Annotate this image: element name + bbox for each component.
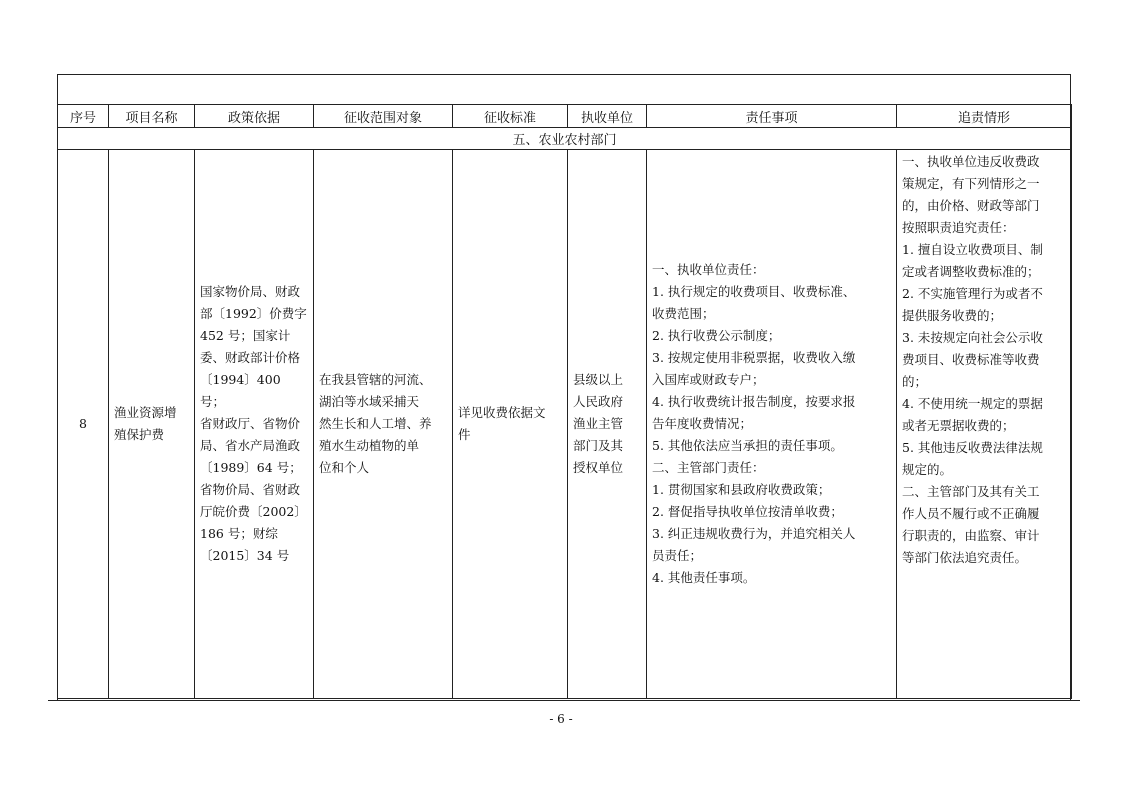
bottom-rule [48, 700, 1080, 701]
policy-basis-line: 厅皖价费〔2002〕 [200, 504, 307, 519]
collecting-unit-line: 部门及其 [573, 438, 624, 453]
accountability-line: 作人员不履行或不正确履 [902, 506, 1040, 521]
collecting-unit-line: 县级以上 [573, 372, 624, 387]
fee-list-table [57, 104, 1072, 699]
header-accountability: 追责情形 [897, 105, 1072, 128]
standard-line: 详见收费依据文 [458, 405, 546, 420]
accountability-line: 的，由价格、财政等部门 [902, 198, 1040, 213]
responsibility-line: 员责任； [652, 548, 703, 563]
accountability-line: 按照职责追究责任： [902, 220, 1015, 235]
accountability-line: 5. 其他违反收费法律法规 [902, 440, 1043, 455]
responsibility-line: 二、主管部门责任： [652, 460, 765, 475]
responsibility-line: 3. 纠正违规收费行为，并追究相关人 [652, 526, 856, 541]
row-index: 8 [58, 150, 109, 699]
accountability-line: 费项目、收费标准等收费 [902, 352, 1040, 367]
accountability-line: 规定的。 [902, 462, 953, 477]
standard-line: 件 [458, 427, 471, 442]
policy-basis-line: 省物价局、省财政 [200, 482, 301, 497]
policy-basis-line: 〔2015〕34 号 [200, 548, 290, 563]
scope-cell [314, 150, 453, 699]
policy-basis-line: 国家物价局、财政 [200, 284, 301, 299]
scope-line: 殖水生动植物的单 [319, 438, 420, 453]
header-policy-basis: 政策依据 [195, 105, 314, 128]
project-name-line: 殖保护费 [114, 427, 165, 442]
responsibility-line: 告年度收费情况； [652, 416, 753, 431]
accountability-line: 或者无票据收费的； [902, 418, 1015, 433]
responsibility-line: 2. 执行收费公示制度； [652, 328, 781, 343]
project-name-line: 渔业资源增 [114, 405, 177, 420]
scope-line: 在我县管辖的河流、 [319, 372, 432, 387]
collecting-unit-cell [568, 150, 647, 699]
project-name-cell [109, 150, 195, 699]
accountability-line: 3. 未按规定向社会公示收 [902, 330, 1043, 345]
accountability-line: 2. 不实施管理行为或者不 [902, 286, 1043, 301]
scope-line: 然生长和人工增、养 [319, 416, 432, 431]
header-index: 序号 [58, 105, 109, 128]
policy-basis-line: 省财政厅、省物价 [200, 416, 301, 431]
responsibility-line: 4. 其他责任事项。 [652, 570, 756, 585]
section-title: 五、农业农村部门 [58, 128, 1072, 150]
accountability-line: 策规定，有下列情形之一 [902, 176, 1040, 191]
standard-cell [453, 150, 568, 699]
responsibility-line: 3. 按规定使用非税票据，收费收入缴 [652, 350, 856, 365]
header-responsibilities: 责任事项 [647, 105, 897, 128]
responsibility-line: 1. 执行规定的收费项目、收费标准、 [652, 284, 856, 299]
policy-basis-line: 186 号；财综 [200, 526, 278, 541]
policy-basis-line: 部〔1992〕价费字 [200, 306, 307, 321]
scope-line: 湖泊等水域采捕天 [319, 394, 420, 409]
accountability-line: 一、执收单位违反收费政 [902, 154, 1040, 169]
policy-basis-line: 〔1994〕400 号； [200, 372, 281, 409]
policy-basis-line: 局、省水产局渔政 [200, 438, 301, 453]
policy-basis-line: 〔1989〕64 号； [200, 460, 302, 475]
accountability-line: 二、主管部门及其有关工 [902, 484, 1040, 499]
accountability-line: 提供服务收费的； [902, 308, 1003, 323]
scope-line: 位和个人 [319, 460, 370, 475]
header-collecting-unit: 执收单位 [568, 105, 647, 128]
header-project-name: 项目名称 [109, 105, 195, 128]
accountability-line: 1. 擅自设立收费项目、制 [902, 242, 1043, 257]
accountability-line: 行职责的，由监察、审计 [902, 528, 1040, 543]
accountability-line: 定或者调整收费标准的； [902, 264, 1040, 279]
responsibility-line: 一、执收单位责任： [652, 262, 765, 277]
section-row [58, 128, 1072, 150]
accountability-line: 等部门依法追究责任。 [902, 550, 1028, 565]
responsibility-line: 入国库或财政专户； [652, 372, 765, 387]
policy-basis-cell [195, 150, 314, 699]
collecting-unit-line: 人民政府 [573, 394, 624, 409]
accountability-line: 的； [902, 374, 928, 389]
policy-basis-line: 委、财政部计价格 [200, 350, 301, 365]
policy-basis-line: 452 号；国家计 [200, 328, 291, 343]
collecting-unit-line: 渔业主管 [573, 416, 624, 431]
responsibility-line: 5. 其他依法应当承担的责任事项。 [652, 438, 843, 453]
accountability-cell [897, 150, 1072, 699]
header-standard: 征收标准 [453, 105, 568, 128]
responsibility-line: 收费范围； [652, 306, 715, 321]
header-scope: 征收范围对象 [314, 105, 453, 128]
page-number: - 6 - [549, 712, 573, 726]
responsibility-line: 1. 贯彻国家和县政府收费政策； [652, 482, 831, 497]
collecting-unit-line: 授权单位 [573, 460, 624, 475]
responsibility-line: 2. 督促指导执收单位按清单收费； [652, 504, 843, 519]
responsibilities-cell [647, 150, 897, 699]
header-row [58, 105, 1072, 128]
table-row [58, 150, 1072, 699]
accountability-line: 4. 不使用统一规定的票据 [902, 396, 1043, 411]
responsibility-line: 4. 执行收费统计报告制度，按要求报 [652, 394, 856, 409]
